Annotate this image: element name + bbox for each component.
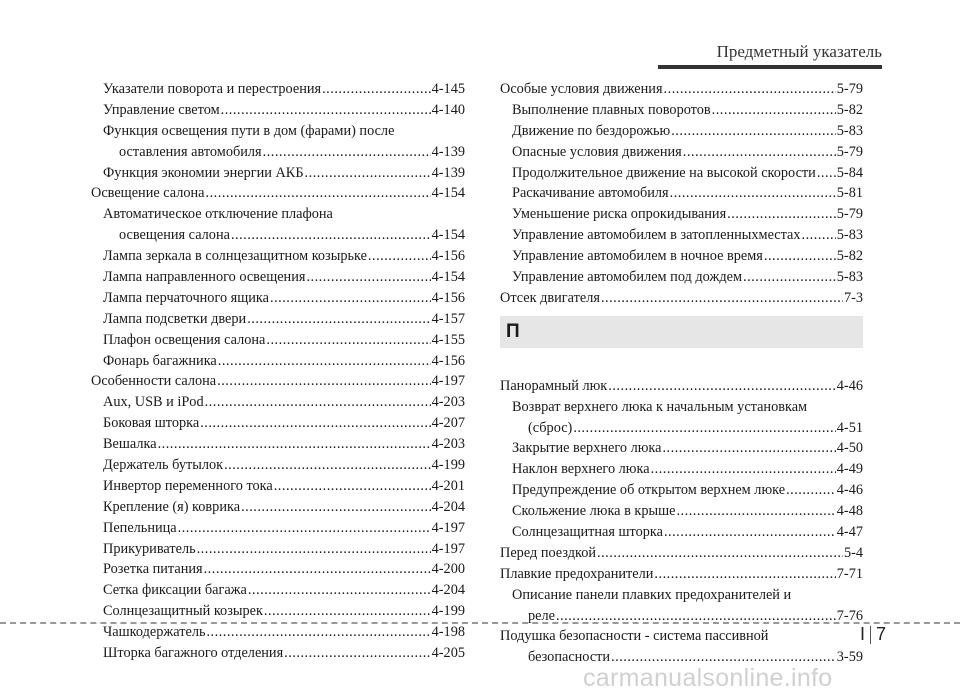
index-entry-leader <box>178 518 431 539</box>
index-entry-text: освещения салона <box>119 227 230 244</box>
index-entry <box>91 246 465 267</box>
index-entry-text: Лампа подсветки двери <box>103 310 247 327</box>
index-entry-text: Управление светом <box>103 101 220 118</box>
index-entry-leader <box>248 580 431 601</box>
index-entry-leader <box>217 371 430 392</box>
index-entry-page: 4-51 <box>836 419 863 436</box>
index-entry <box>91 434 465 455</box>
index-entry-leader <box>597 543 843 564</box>
index-entry-text: Управление автомобилем под дождем <box>512 269 743 286</box>
index-entry-text: Лампа зеркала в солнцезащитном козырьке <box>103 248 367 265</box>
index-entry-page: 5-79 <box>836 206 863 223</box>
index-entry-page: 4-197 <box>431 519 465 536</box>
index-entry <box>91 601 465 622</box>
index-entry <box>500 183 863 204</box>
index-entry <box>500 564 863 585</box>
index-entry-text: Вешалка <box>103 436 157 453</box>
index-entry-leader <box>231 225 431 246</box>
index-entry-page: 7-71 <box>836 565 863 582</box>
index-entry-text: оставления автомобиля <box>119 143 262 160</box>
index-entry-page: 5-83 <box>836 122 863 139</box>
index-entry-page: 5-81 <box>836 185 863 202</box>
index-entry <box>500 376 863 397</box>
index-entry <box>91 392 465 413</box>
index-entry-page: 4-46 <box>836 482 863 499</box>
index-entry <box>500 522 863 543</box>
index-entry-leader <box>270 288 431 309</box>
index-entry <box>91 476 465 497</box>
index-entry <box>500 459 863 480</box>
index-entry <box>91 497 465 518</box>
index-entry-page: 5-84 <box>836 164 863 181</box>
index-entry-text: Шторка багажного отделения <box>103 645 284 662</box>
index-entry <box>91 309 465 330</box>
index-entry-text: Aux, USB и iPod <box>103 394 204 411</box>
index-entry-page: 4-140 <box>431 101 465 118</box>
index-entry-text: Солнцезащитный козырек <box>103 603 263 620</box>
index-entry-leader <box>205 392 431 413</box>
index-entry-text: (сброс) <box>528 419 573 436</box>
index-entry-leader <box>306 267 430 288</box>
index-entry-leader <box>601 288 843 309</box>
index-entry <box>500 267 863 288</box>
index-entry <box>91 643 465 664</box>
index-entry-page: 4-199 <box>431 603 465 620</box>
index-entry-text: Автоматическое отключение плафона <box>103 206 333 223</box>
index-entry-text: Выполнение плавных поворотов <box>512 101 711 118</box>
index-entry-text: Освещение салона <box>91 185 205 202</box>
index-entry <box>500 288 863 309</box>
index-entry-leader <box>200 413 430 434</box>
header-rule <box>658 65 882 69</box>
index-entry-leader <box>322 79 431 100</box>
index-entry-page: 4-155 <box>431 331 465 348</box>
index-entry-page: 4-49 <box>836 461 863 478</box>
index-entry <box>500 543 863 564</box>
index-entry-page: 4-46 <box>836 377 863 394</box>
index-entry <box>91 204 465 225</box>
index-entry <box>91 267 465 288</box>
index-entry-page: 4-204 <box>431 498 465 515</box>
index-entry-text: Плавкие предохранители <box>500 565 654 582</box>
index-entry <box>500 142 863 163</box>
index-entry-page: 4-203 <box>431 394 465 411</box>
index-entry-text: Функция освещения пути в дом (фарами) после <box>103 122 395 139</box>
index-group-right-bottom <box>500 376 866 668</box>
index-entry <box>91 351 465 372</box>
index-entry-page: 5-4 <box>843 544 863 561</box>
index-entry-leader <box>224 455 431 476</box>
index-entry-leader <box>218 351 431 372</box>
index-entry-page: 3-59 <box>836 649 863 666</box>
index-entry-text: Раскачивание автомобиля <box>512 185 669 202</box>
index-entry <box>91 100 465 121</box>
index-entry-page: 4-50 <box>836 440 863 457</box>
index-entry-text: безопасности <box>528 649 611 666</box>
index-entry-leader <box>221 100 431 121</box>
index-entry-text: Крепление (я) коврика <box>103 498 241 515</box>
index-entry-page: 4-200 <box>431 561 465 578</box>
index-entry-page: 7-3 <box>843 289 863 306</box>
index-entry-text: Боковая шторка <box>103 415 200 432</box>
index-entry-page: 5-82 <box>836 248 863 265</box>
index-column-right <box>500 79 866 668</box>
index-entry-text: Сетка фиксации багажа <box>103 582 247 599</box>
index-entry-leader <box>664 522 836 543</box>
index-entry <box>91 580 465 601</box>
index-entry <box>91 288 465 309</box>
index-entry-page: 4-197 <box>431 540 465 557</box>
index-entry <box>91 518 465 539</box>
index-entry-leader <box>727 204 836 225</box>
index-entry-leader <box>764 246 836 267</box>
index-entry-leader <box>670 183 836 204</box>
index-entry-leader <box>671 121 836 142</box>
index-entry-leader <box>802 225 836 246</box>
index-entry-page: 4-156 <box>431 289 465 306</box>
index-entry-page: 4-47 <box>836 524 863 541</box>
page-number-separator <box>870 626 871 644</box>
index-entry-page: 7-76 <box>836 607 863 624</box>
index-entry <box>500 585 863 606</box>
index-entry-page: 4-205 <box>431 645 465 662</box>
index-entry-leader <box>264 601 431 622</box>
index-entry-text: Функция экономии энергии АКБ <box>103 164 304 181</box>
index-entry-page: 4-139 <box>431 164 465 181</box>
index-entry-page: 4-207 <box>431 415 465 432</box>
index-entry-text: Перед поездкой <box>500 544 597 561</box>
index-entry <box>91 539 465 560</box>
index-entry-page: 4-204 <box>431 582 465 599</box>
index-column-left <box>91 79 465 664</box>
index-entry <box>91 225 465 246</box>
index-entry-leader <box>368 246 431 267</box>
index-entry-text: Опасные условия движения <box>512 143 682 160</box>
index-entry-page: 4-154 <box>431 185 465 202</box>
index-entry-leader <box>573 418 835 439</box>
index-entry-leader <box>662 438 835 459</box>
index-entry <box>91 455 465 476</box>
index-entry <box>500 397 863 418</box>
index-entry-text: Указатели поворота и перестроения <box>103 81 322 97</box>
index-entry-leader <box>263 142 431 163</box>
index-entry-leader <box>743 267 836 288</box>
index-entry-leader <box>608 376 836 397</box>
index-entry-text: Подушка безопасности - система пассивной <box>500 628 769 645</box>
index-entry-page: 5-83 <box>836 269 863 286</box>
index-entry-text: Продолжительное движение на высокой скорости <box>512 164 816 181</box>
index-entry-page: 4-197 <box>431 373 465 390</box>
index-entry-page: 4-154 <box>431 227 465 244</box>
index-entry <box>91 371 465 392</box>
index-entry-page: 4-203 <box>431 436 465 453</box>
page-header-title: Предметный указатель <box>716 42 882 61</box>
index-entry-text: Прикуриватель <box>103 540 196 557</box>
section-letter: П <box>506 320 520 342</box>
index-entry-text: Пепельница <box>103 519 177 536</box>
index-entry-page: 4-48 <box>836 503 863 520</box>
index-entry-leader <box>274 476 431 497</box>
index-entry-leader <box>266 330 430 351</box>
index-entry <box>91 163 465 184</box>
index-entry <box>500 163 863 184</box>
index-entry-page: 4-139 <box>431 143 465 160</box>
index-entry-text: Скольжение люка в крыше <box>512 503 676 520</box>
index-entry-page: 4-145 <box>431 81 465 97</box>
index-entry-leader <box>241 497 431 518</box>
index-entry-text: Уменьшение риска опрокидывания <box>512 206 727 223</box>
index-entry-leader <box>206 183 431 204</box>
index-entry-leader <box>204 559 431 580</box>
index-entry <box>500 121 863 142</box>
index-entry <box>91 622 465 643</box>
index-entry-text: Движение по бездорожью <box>512 122 671 139</box>
index-entry-leader <box>676 501 835 522</box>
index-entry <box>500 79 863 100</box>
index-entry-text: Предупреждение об открытом верхнем люке <box>512 482 786 499</box>
index-entry-leader <box>786 480 836 501</box>
index-entry-text: Особенности салона <box>91 373 217 390</box>
index-entry <box>500 438 863 459</box>
index-entry <box>500 418 863 439</box>
index-entry-leader <box>247 309 430 330</box>
index-entry-leader <box>305 163 431 184</box>
index-entry <box>91 142 465 163</box>
index-entry-page: 4-198 <box>431 624 465 641</box>
index-entry-text: Розетка питания <box>103 561 203 578</box>
page-number-value: 7 <box>876 624 887 644</box>
section-letter-box <box>500 316 863 348</box>
index-entry-leader <box>817 163 836 184</box>
index-entry-text: Описание панели плавких предохранителей и <box>512 586 792 603</box>
index-entry <box>91 330 465 351</box>
index-entry <box>91 559 465 580</box>
index-entry-page: 5-79 <box>836 81 863 97</box>
index-entry <box>91 121 465 142</box>
index-entry-text: Отсек двигателя <box>500 289 600 306</box>
page-number <box>860 624 886 645</box>
index-entry <box>91 79 465 100</box>
index-entry-text: реле <box>528 607 555 624</box>
index-entry-text: Держатель бутылок <box>103 457 224 474</box>
watermark-text: carmanualsonline.info <box>583 664 833 692</box>
index-entry-leader <box>654 564 835 585</box>
index-entry-page: 4-157 <box>431 310 465 327</box>
index-entry-text: Солнцезащитная шторка <box>512 524 663 541</box>
index-entry <box>500 100 863 121</box>
index-entry-page: 4-156 <box>431 352 465 369</box>
index-entry-text: Управление автомобилем в ночное время <box>512 248 763 265</box>
index-entry-text: Фонарь багажника <box>103 352 217 369</box>
index-entry <box>91 413 465 434</box>
index-entry-leader <box>284 643 430 664</box>
index-entry <box>500 225 863 246</box>
index-entry-text: Возврат верхнего люка к начальным установкам <box>512 398 808 415</box>
index-entry-page: 5-82 <box>836 101 863 118</box>
section-number: I <box>860 624 866 644</box>
index-entry-text: Закрытие верхнего люка <box>512 440 662 457</box>
index-group-right-top <box>500 79 863 309</box>
index-entry-leader <box>158 434 431 455</box>
index-entry-leader <box>712 100 836 121</box>
index-entry-leader <box>664 79 836 100</box>
index-entry <box>91 183 465 204</box>
index-entry <box>500 480 863 501</box>
index-entry <box>500 501 863 522</box>
index-entry-text: Наклон верхнего люка <box>512 461 650 478</box>
index-entry-page: 4-154 <box>431 269 465 286</box>
index-entry <box>500 246 863 267</box>
index-entry-page: 5-83 <box>836 227 863 244</box>
index-entry-text: Лампа перчаточного ящика <box>103 289 269 306</box>
index-entry-page: 5-79 <box>836 143 863 160</box>
index-entry-text: Панорамный люк <box>500 377 608 394</box>
index-entry-page: 4-156 <box>431 248 465 265</box>
index-entry-page: 4-201 <box>431 477 465 494</box>
index-entry-text: Управление автомобилем в затопленныхместах <box>512 227 801 244</box>
index-entry-text: Плафон освещения салона <box>103 331 266 348</box>
index-entry-leader <box>206 622 430 643</box>
index-entry-leader <box>651 459 836 480</box>
index-entry-text: Инвертор переменного тока <box>103 477 273 494</box>
index-entry <box>500 204 863 225</box>
index-entry-leader <box>683 142 836 163</box>
index-entry-text: Чашкодержатель <box>103 624 206 641</box>
index-entry-text: Лампа направленного освещения <box>103 269 306 286</box>
footer-rule <box>0 622 960 624</box>
index-entry <box>500 624 866 647</box>
index-entry-text: Особые условия движения <box>500 81 663 97</box>
index-entry-leader <box>197 539 431 560</box>
index-entry-page: 4-199 <box>431 457 465 474</box>
